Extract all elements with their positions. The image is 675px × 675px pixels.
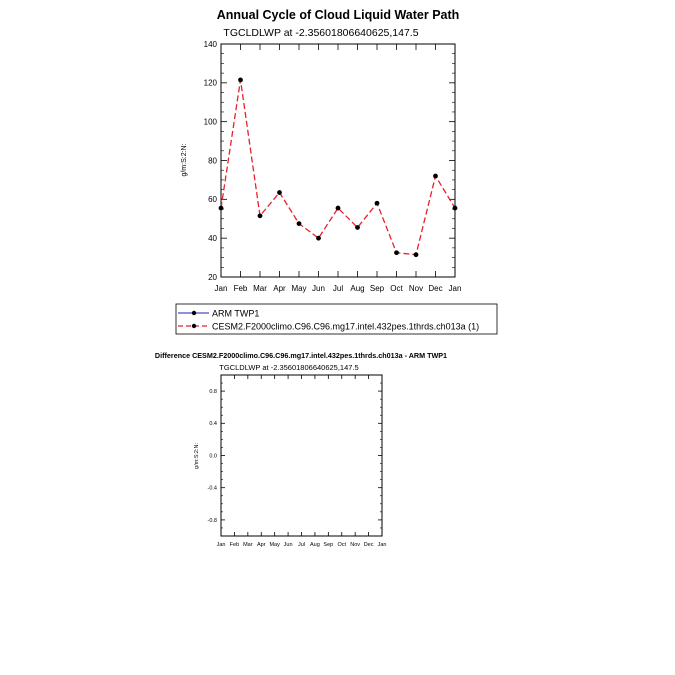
y-tick-label: 60 [208, 195, 217, 205]
data-point [414, 252, 419, 257]
chart1-ylabel: g/m:S:2:N: [181, 143, 188, 177]
legend-label-arm: ARM TWP1 [212, 308, 260, 319]
x-tick-label: Jan [448, 284, 462, 293]
legend-marker-cesm [192, 324, 196, 328]
data-point [355, 225, 360, 230]
y-tick-label: 80 [208, 156, 217, 166]
x-tick-label: Jul [332, 284, 344, 293]
data-point [375, 201, 380, 206]
x-tick-label: May [291, 284, 307, 293]
chart2-subtitle: TGCLDLWP at -2.35601806640625,147.5 [219, 363, 359, 372]
data-point [453, 206, 458, 211]
y-tick-label: -0.4 [207, 485, 217, 492]
x-tick-label: Feb [233, 284, 248, 293]
y-tick-label: 0.4 [209, 421, 217, 428]
data-point [238, 78, 243, 83]
annual-cycle-chart [181, 27, 461, 293]
x-tick-label: Mar [243, 542, 253, 548]
y-tick-label: 0.0 [209, 453, 217, 460]
x-tick-label: Sep [323, 542, 334, 548]
x-tick-label: Apr [256, 542, 266, 548]
x-tick-label: Jan [377, 542, 387, 548]
legend-marker-arm [192, 311, 196, 315]
legend-label-cesm: CESM2.F2000climo.C96.C96.mg17.intel.432pes.1thrds.ch013a (1) [212, 321, 480, 332]
chart1-plot-frame [221, 44, 455, 277]
x-tick-label: Dec [363, 542, 374, 548]
x-tick-label: Dec [428, 284, 443, 293]
x-tick-label: Feb [229, 542, 240, 548]
x-tick-label: Aug [350, 284, 365, 293]
data-point [297, 221, 302, 226]
x-tick-label: Oct [337, 542, 347, 548]
x-tick-label: Jul [297, 542, 306, 548]
chart2-ylabel: g/m:S:2:N: [194, 443, 200, 469]
data-point [394, 250, 399, 255]
data-point [219, 206, 224, 211]
y-tick-label: -0.8 [207, 517, 217, 524]
main-title: Annual Cycle of Cloud Liquid Water Path [216, 8, 460, 22]
x-tick-label: May [269, 542, 280, 548]
y-tick-label: 140 [203, 39, 217, 49]
x-tick-label: Mar [253, 284, 267, 293]
y-tick-label: 100 [203, 117, 217, 127]
x-tick-label: Jun [283, 542, 293, 548]
data-point [277, 190, 282, 195]
data-point [433, 174, 438, 179]
x-tick-label: Aug [310, 542, 320, 548]
legend [176, 304, 497, 334]
data-point [258, 213, 263, 218]
x-tick-label: Jun [312, 284, 325, 293]
x-tick-label: Oct [390, 284, 403, 293]
y-tick-label: 0.8 [209, 389, 217, 396]
x-tick-label: Nov [408, 284, 424, 293]
data-point [336, 206, 341, 211]
x-tick-label: Jan [216, 542, 226, 548]
chart1-subtitle: TGCLDLWP at -2.35601806640625,147.5 [223, 27, 419, 39]
data-point [316, 236, 321, 241]
x-tick-label: Apr [273, 284, 286, 293]
chart2-plot-frame [221, 375, 382, 536]
y-tick-label: 20 [208, 272, 217, 282]
difference-chart [155, 351, 447, 548]
series-line [221, 80, 455, 255]
x-tick-label: Nov [350, 542, 361, 548]
y-tick-label: 120 [203, 78, 217, 88]
y-tick-label: 40 [208, 233, 217, 243]
chart2-title: Difference CESM2.F2000climo.C96.C96.mg17.intel.432pes.1thrds.ch013a - ARM TWP1 [154, 351, 448, 360]
x-tick-label: Sep [369, 284, 385, 293]
x-tick-label: Jan [214, 284, 228, 293]
